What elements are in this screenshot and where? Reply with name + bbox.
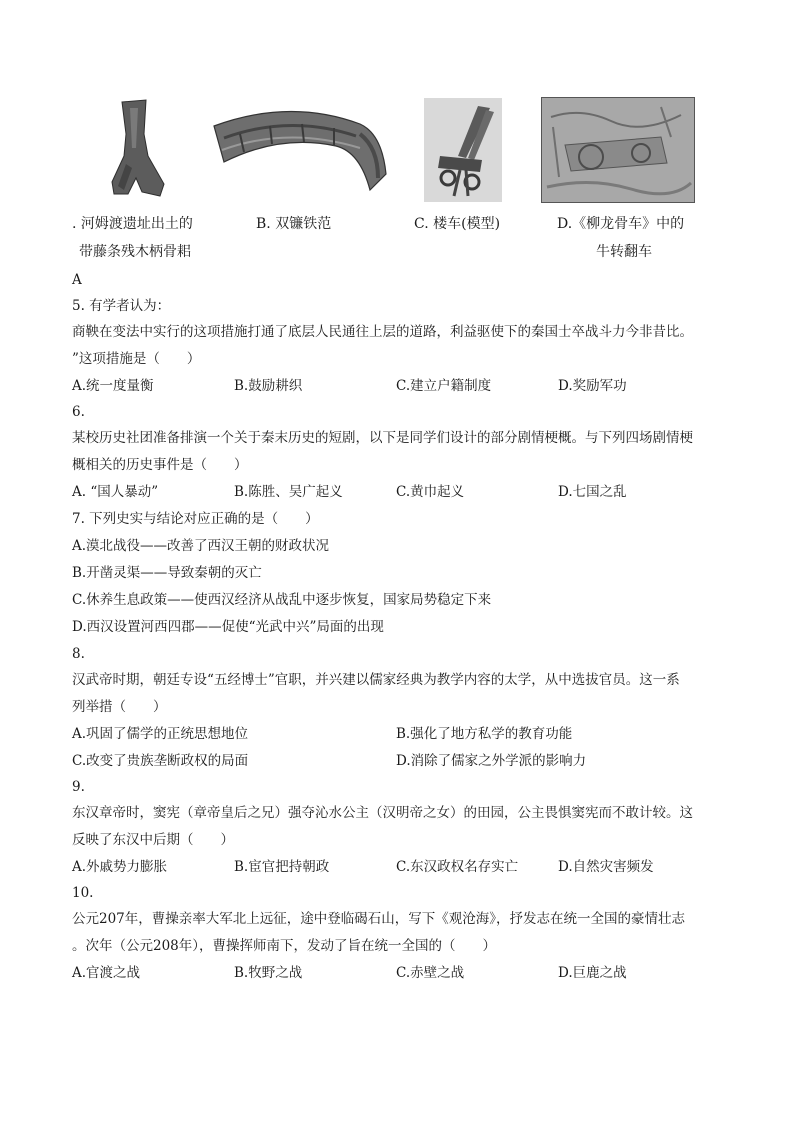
question-10-stem-line2: 。次年（公元208年），曹操挥师南下，发动了旨在统一全国的（ ） xyxy=(72,938,497,954)
question-9-option-a[interactable]: A.外戚势力膨胀 xyxy=(72,859,168,875)
figure-b-caption: B. 双镰铁范 xyxy=(256,216,332,232)
question-9-number: 9. xyxy=(72,779,85,795)
question-8-number: 8. xyxy=(72,646,85,662)
question-7-number: 7. 下列史实与结论对应正确的是（ ） xyxy=(72,511,319,527)
question-6-stem-line1: 某校历史社团准备排演一个关于秦末历史的短剧，以下是同学们设计的部分剧情梗概。与下列四场剧情梗 xyxy=(72,430,693,446)
question-9-option-d[interactable]: D.自然灾害频发 xyxy=(558,859,654,875)
question-10-option-d[interactable]: D.巨鹿之战 xyxy=(558,965,627,981)
question-5-option-b[interactable]: B.鼓励耕织 xyxy=(234,378,303,394)
question-5-option-a[interactable]: A.统一度量衡 xyxy=(72,378,154,394)
question-6-stem-line2: 概相关的历史事件是（ ） xyxy=(72,457,248,473)
question-8-option-a[interactable]: A.巩固了儒学的正统思想地位 xyxy=(72,726,249,742)
question-10-option-a[interactable]: A.官渡之战 xyxy=(72,965,141,981)
question-10-number: 10. xyxy=(72,885,94,901)
question-8-option-c[interactable]: C.改变了贵族垄断政权的局面 xyxy=(72,753,249,769)
question-10-option-c[interactable]: C.赤壁之战 xyxy=(396,965,465,981)
bone-spade-image xyxy=(108,98,170,200)
question-6-option-b[interactable]: B.陈胜、吴广起义 xyxy=(234,484,343,500)
question-8-stem-line2: 列举措（ ） xyxy=(72,699,167,715)
iron-mould-image xyxy=(210,104,388,196)
figure-a-caption-line2: 带藤条残木柄骨耜 xyxy=(79,244,191,260)
answer-line: A xyxy=(72,272,82,288)
question-7-option-d[interactable]: D.西汉设置河西四郡——促使“光武中兴”局面的出现 xyxy=(72,619,384,635)
figure-a-caption-line1: . 河姆渡遗址出土的 xyxy=(72,216,193,232)
question-10-option-b[interactable]: B.牧野之战 xyxy=(234,965,303,981)
question-5-stem-line2: ”这项措施是（ ） xyxy=(72,351,201,367)
question-8-stem-line1: 汉武帝时期，朝廷专设“五经博士”官职，并兴建以儒家经典为教学内容的太学，从中选拔官员。这一系 xyxy=(72,672,680,688)
question-10-stem-line1: 公元207年，曹操亲率大军北上远征，途中登临碣石山，写下《观沧海》，抒发志在统一全国的豪情壮志 xyxy=(72,911,686,927)
question-8-option-d[interactable]: D.消除了儒家之外学派的影响力 xyxy=(396,753,587,769)
question-6-option-c[interactable]: C.黄巾起义 xyxy=(396,484,465,500)
question-9-stem-line2: 反映了东汉中后期（ ） xyxy=(72,832,234,848)
question-7-option-c[interactable]: C.休养生息政策——使西汉经济从战乱中逐步恢复，国家局势稳定下来 xyxy=(72,592,492,608)
tower-cart-model-image xyxy=(424,98,502,202)
question-9-option-c[interactable]: C.东汉政权名存实亡 xyxy=(396,859,519,875)
question-5-option-d[interactable]: D.奖励军功 xyxy=(558,378,627,394)
question-5-stem-line1: 商鞅在变法中实行的这项措施打通了底层人民通往上层的道路，利益驱使下的秦国士卒战斗力今非昔比。 xyxy=(72,324,693,340)
question-8-option-b[interactable]: B.强化了地方私学的教育功能 xyxy=(396,726,573,742)
figure-d-caption-line1: D.《柳龙骨车》中的 xyxy=(557,216,685,232)
question-6-number: 6. xyxy=(72,404,85,420)
water-wheel-painting-image xyxy=(541,97,695,203)
question-5-option-c[interactable]: C.建立户籍制度 xyxy=(396,378,492,394)
question-6-option-d[interactable]: D.七国之乱 xyxy=(558,484,627,500)
question-5-number: 5. 有学者认为： xyxy=(72,298,171,314)
figure-d-caption-line2: 牛转翻车 xyxy=(596,244,652,260)
question-6-option-a[interactable]: A. “国人暴动” xyxy=(72,484,159,500)
question-9-option-b[interactable]: B.宦官把持朝政 xyxy=(234,859,330,875)
question-7-option-a[interactable]: A.漠北战役——改善了西汉王朝的财政状况 xyxy=(72,538,330,554)
question-7-option-b[interactable]: B.开凿灵渠——导致秦朝的灭亡 xyxy=(72,565,262,581)
figure-c-caption: C. 楼车(模型) xyxy=(414,216,501,232)
question-9-stem-line1: 东汉章帝时，窦宪（章帝皇后之兄）强夺沁水公主（汉明帝之女）的田园，公主畏惧窦宪而不敢计较。这 xyxy=(72,805,693,821)
